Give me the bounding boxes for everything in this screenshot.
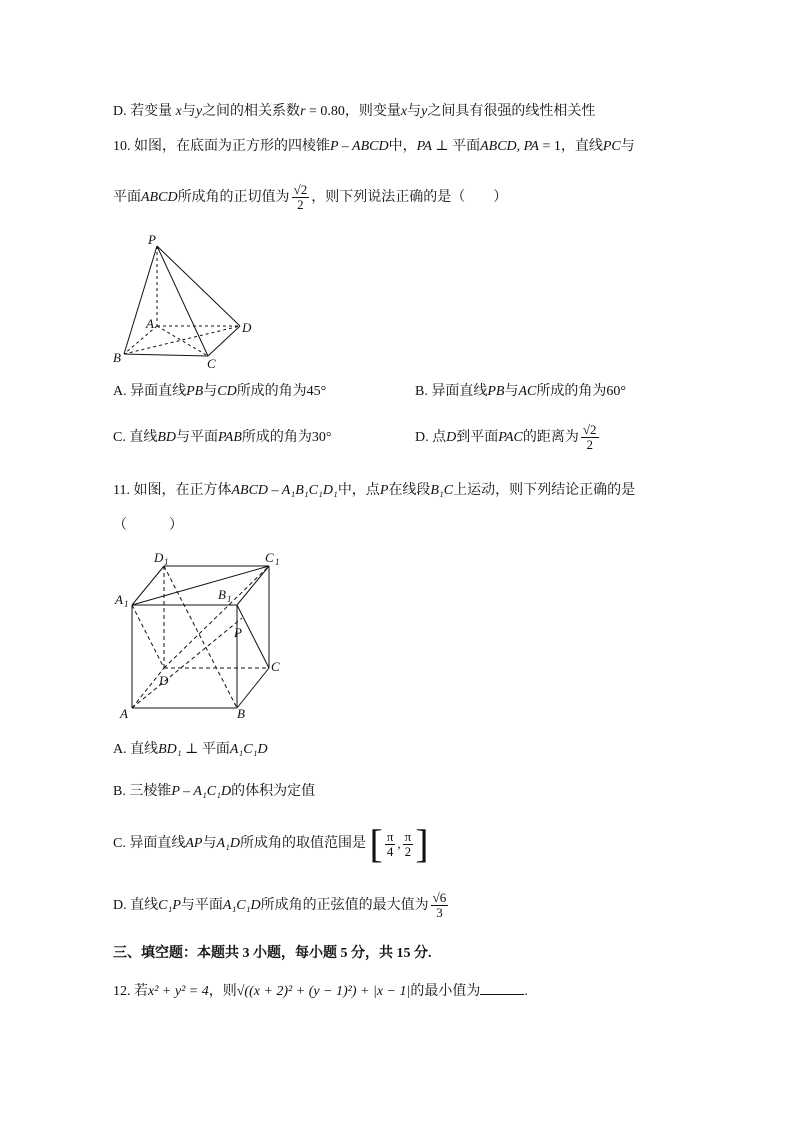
math-var: B₁C [430, 483, 454, 498]
text: ，则 [208, 984, 237, 999]
fraction-denominator: 4 [386, 843, 394, 859]
vertex-label-c1: C [265, 550, 274, 565]
subscript: 1 [227, 594, 232, 604]
option-label: A. 直线 [113, 742, 159, 757]
text: 中， [388, 139, 417, 154]
vertex-label-c: C [207, 356, 216, 371]
text: 所成的角为30° [241, 430, 332, 445]
segment-a1c1 [132, 566, 269, 605]
fraction [292, 183, 310, 212]
fraction-numerator: π [404, 828, 412, 844]
fraction [581, 423, 599, 452]
text: 的距离为 [522, 430, 579, 445]
question-number: 11. 如图，在正方体 [113, 483, 232, 498]
option-label: B. 三棱锥 [113, 784, 172, 799]
text: 所成角的取值范围是 [239, 836, 366, 852]
answer-blank[interactable] [480, 980, 524, 995]
math-expr: √((x + 2)² + (y − 1)²) + |x − 1| [236, 984, 411, 999]
option-label: D. 点 [415, 430, 447, 445]
math-expr: ABCD – A₁B₁C₁D₁ [231, 483, 338, 498]
text: 与 [202, 836, 217, 852]
math-var: PAB [218, 430, 242, 445]
vertex-label-d: D [242, 320, 252, 335]
text: 与 [504, 384, 519, 399]
math-var: x [400, 104, 408, 119]
math-var: PAC [498, 430, 523, 445]
edge-pd [157, 246, 240, 326]
vertex-label-d1: D [154, 550, 164, 565]
text: 平面 [113, 190, 141, 205]
math-var: r [300, 104, 306, 119]
text: ⊥ 平面 [431, 139, 481, 154]
math-var: PA [416, 139, 432, 154]
text: 在线段 [388, 483, 431, 498]
fraction-numerator: √2 [582, 422, 597, 438]
text: 与 [407, 104, 422, 119]
diag-ac [157, 326, 208, 356]
fraction [385, 830, 396, 859]
math-var: PB [487, 384, 505, 399]
text: 中，点 [337, 483, 380, 498]
text: 与平面 [176, 430, 219, 445]
text: 之间的相关系数 [202, 104, 301, 119]
math-var: A₁C₁D [222, 898, 261, 913]
cube-figure [112, 548, 292, 723]
math-expr: ABCD, PA [480, 139, 539, 154]
text: 所成的角为45° [236, 384, 327, 399]
right-bracket: ] [415, 821, 429, 866]
text: . [524, 984, 528, 999]
edge-cd [208, 326, 240, 356]
segment-ap [132, 618, 242, 708]
math-var: CD [217, 384, 237, 399]
left-bracket: [ [369, 821, 383, 866]
q11-stem-line1 [113, 481, 635, 501]
text: 之间具有很强的线性相关性 [427, 104, 596, 119]
option-label: D. 直线 [113, 898, 159, 913]
q11-answer-paren: （ ） [113, 518, 183, 533]
pyramid-figure [110, 232, 260, 372]
q10-stem-line1 [113, 137, 635, 157]
subscript: 1 [164, 557, 169, 567]
edge-a1d1 [132, 566, 164, 605]
math-var: ABCD [141, 190, 178, 205]
math-value: = 0.80 [305, 104, 345, 119]
text: 到平面 [456, 430, 499, 445]
q10-option-a [113, 382, 326, 402]
text: 所成角的正弦值的最大值为 [260, 898, 429, 913]
edge-b1c1 [237, 566, 269, 605]
segment-a1d [132, 605, 164, 668]
math-var: AC [518, 384, 537, 399]
diag-bd [124, 326, 240, 354]
q10-stem-line2 [113, 180, 507, 216]
text: 上运动，则下列结论正确的是 [453, 483, 636, 498]
math-var: P [379, 483, 389, 498]
text: 与 [620, 139, 635, 154]
text: 所成的角为60° [536, 384, 626, 399]
text: 与 [181, 104, 196, 119]
math-var: PC [602, 139, 621, 154]
vertex-label-a: A [146, 316, 154, 331]
edge-bc [124, 354, 208, 356]
fraction-numerator: √2 [293, 182, 308, 198]
subscript: 1 [275, 557, 280, 567]
vertex-label-d: D [159, 673, 169, 688]
fraction-numerator: π [386, 828, 394, 844]
math-var: PB [186, 384, 204, 399]
math-value: = 1 [538, 139, 561, 154]
q11-option-b [113, 782, 315, 802]
q11-option-a [113, 740, 268, 760]
vertex-label-c: C [271, 659, 280, 674]
text: 与 [203, 384, 218, 399]
option-label: C. 直线 [113, 430, 158, 445]
edge-pb [124, 246, 157, 354]
fraction-denominator: 2 [586, 437, 593, 453]
vertex-label-p: P [148, 232, 156, 247]
text: 所成角的正切值为 [177, 190, 290, 205]
math-expr: x² + y² = 4 [148, 984, 209, 999]
q9-option-d [113, 102, 595, 122]
math-var: BD₁ [158, 742, 182, 757]
math-expr: P – A₁C₁D [171, 784, 232, 799]
math-var: A₁C₁D [229, 742, 268, 757]
text: 与平面 [180, 898, 223, 913]
interval [369, 822, 428, 866]
segment-bd1 [164, 566, 237, 708]
q10-option-b [415, 382, 626, 402]
vertex-label-a: A [120, 706, 128, 721]
math-var: y [421, 104, 428, 119]
option-label: A. 异面直线 [113, 384, 187, 399]
math-var: y [195, 104, 203, 119]
q11-option-d [113, 886, 450, 926]
option-label: C. 异面直线 [113, 836, 186, 852]
fraction-denominator: 3 [436, 905, 443, 921]
text: 的最小值为 [410, 984, 481, 999]
option-label: D. 若变量 [113, 104, 173, 119]
question-number: 10. 如图，在底面为正方形的四棱锥 [113, 139, 330, 154]
vertex-label-a1: A [115, 592, 123, 607]
text: ，则下列说法正确的是（ ） [311, 190, 508, 205]
math-var: C₁P [158, 898, 181, 913]
fraction-denominator: 2 [404, 843, 412, 859]
vertex-label-b: B [113, 350, 121, 365]
point-label-p: P [234, 625, 242, 640]
section-heading: 三、填空题：本题共 3 小题，每小题 5 分，共 15 分. [113, 946, 432, 961]
math-var: x [175, 104, 182, 119]
text: ，则变量 [344, 104, 401, 119]
q12-stem [113, 980, 528, 1002]
fraction-denominator: 2 [297, 197, 304, 213]
fraction-numerator: √6 [432, 890, 447, 906]
subscript: 1 [124, 599, 129, 609]
q11-option-c [113, 822, 429, 866]
math-var: A₁D [216, 836, 240, 852]
edge-bc [237, 668, 269, 708]
math-var: D [446, 430, 457, 445]
math-var: AP [185, 836, 203, 852]
vertex-label-b1: B [218, 587, 226, 602]
option-label: B. 异面直线 [415, 384, 488, 399]
text: ⊥ 平面 [181, 742, 230, 757]
q10-option-c [113, 428, 331, 448]
text: 的体积为定值 [231, 784, 316, 799]
q10-option-d [415, 419, 601, 457]
math-var: BD [157, 430, 177, 445]
vertex-label-b: B [237, 706, 245, 721]
text: ，直线 [560, 139, 603, 154]
comma: , [397, 836, 401, 851]
fraction [403, 830, 414, 859]
fraction [431, 891, 449, 920]
math-expr: P – ABCD [330, 139, 389, 154]
question-number: 12. 若 [113, 984, 148, 999]
